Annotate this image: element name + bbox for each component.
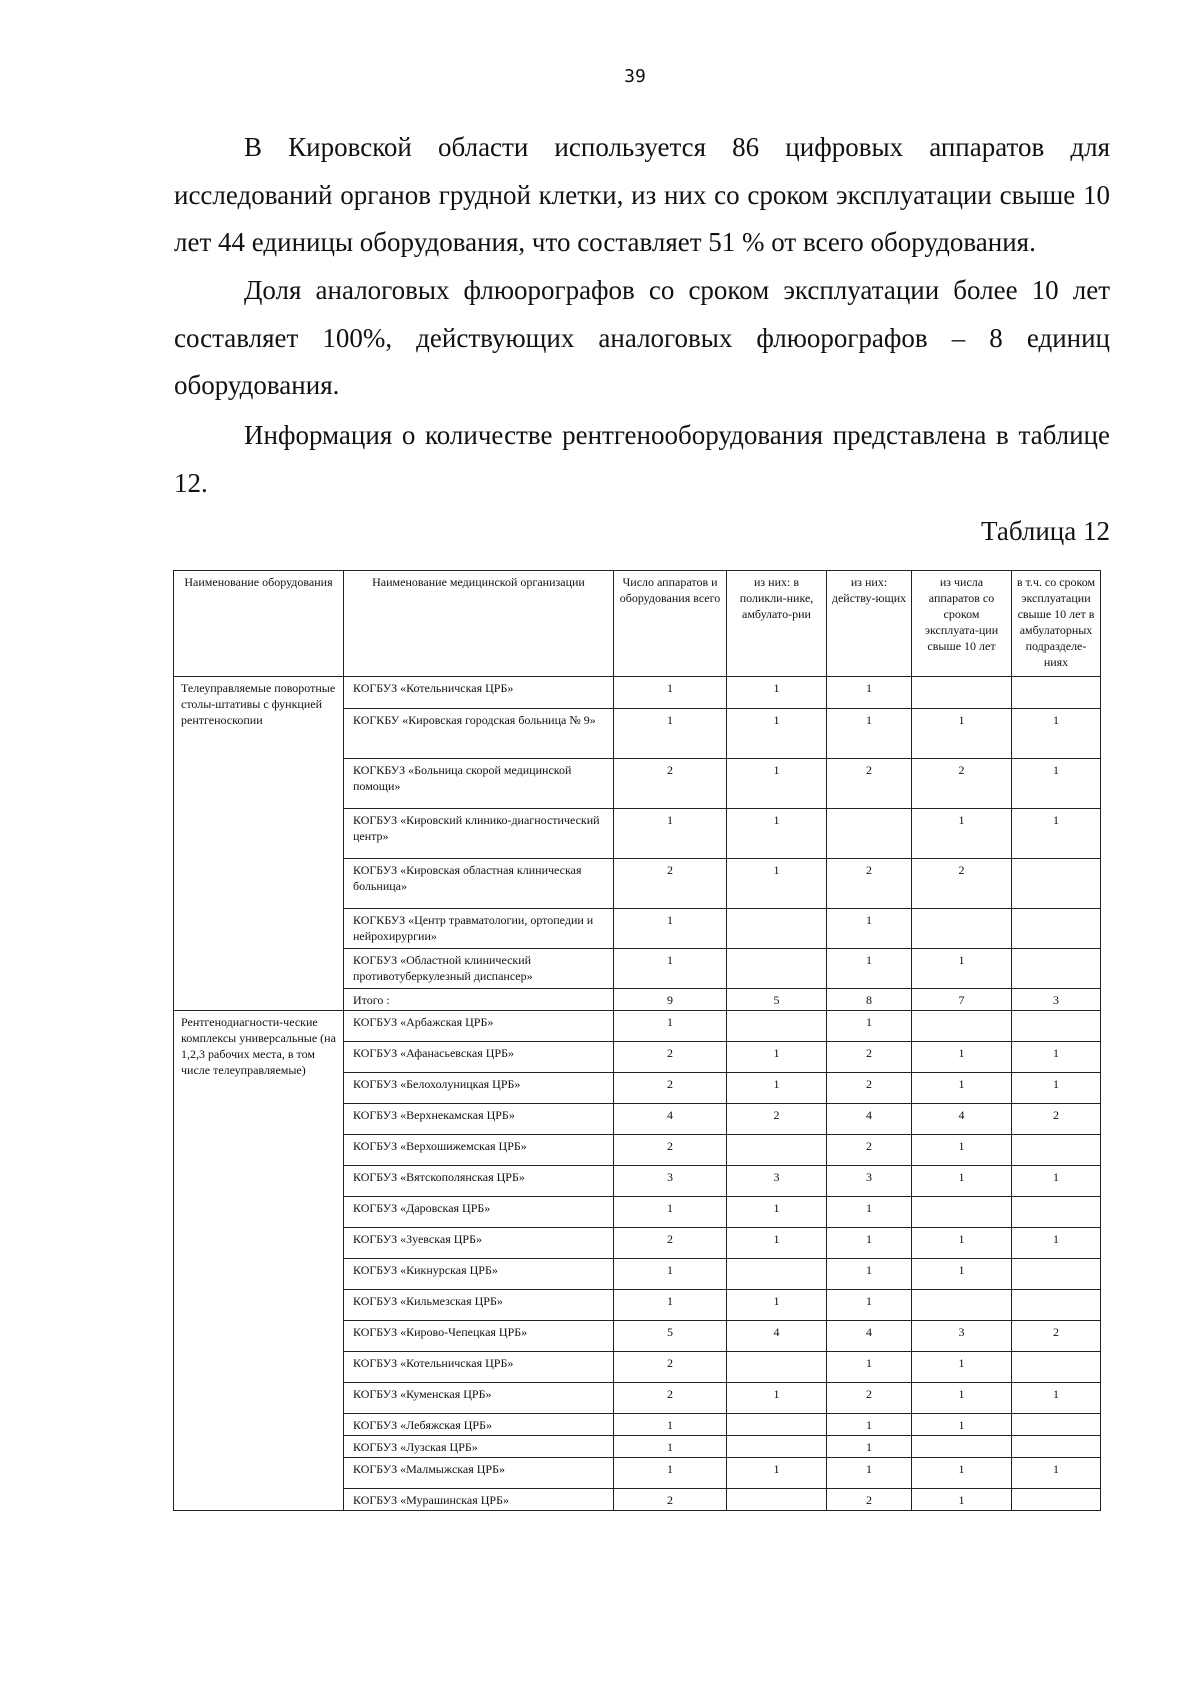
cell-over10: 1	[912, 1228, 1012, 1259]
header-organization: Наименование медицинской организации	[344, 571, 614, 677]
organization-name: КОГБУЗ «Вятскополянская ЦРБ»	[344, 1166, 614, 1197]
cell-over10: 4	[912, 1104, 1012, 1135]
cell-active: 2	[827, 1383, 912, 1414]
cell-over10: 2	[912, 759, 1012, 809]
cell-active: 1	[827, 1436, 912, 1458]
header-over-10-years: из числа аппаратов со сроком эксплуата-ции свыше 10 лет	[912, 571, 1012, 677]
cell-over10: 1	[912, 1414, 1012, 1436]
cell-active: 8	[827, 989, 912, 1011]
organization-name: КОГБУЗ «Кировская областная клиническая больница»	[344, 859, 614, 909]
organization-name: КОГБУЗ «Белохолуницкая ЦРБ»	[344, 1073, 614, 1104]
header-outpatient: из них: в поликли-нике, амбулато-рии	[727, 571, 827, 677]
cell-total: 2	[614, 1352, 727, 1383]
cell-total: 1	[614, 1197, 727, 1228]
cell-outpatient: 1	[727, 759, 827, 809]
cell-outpatient	[727, 1135, 827, 1166]
cell-active: 1	[827, 949, 912, 989]
organization-name: КОГБУЗ «Арбажская ЦРБ»	[344, 1011, 614, 1042]
header-total: Число аппаратов и оборудования всего	[614, 571, 727, 677]
cell-over10-outpatient	[1012, 909, 1101, 949]
cell-outpatient: 1	[727, 809, 827, 859]
cell-over10-outpatient: 1	[1012, 709, 1101, 759]
header-equipment: Наименование оборудования	[174, 571, 344, 677]
cell-active: 1	[827, 1259, 912, 1290]
cell-active: 1	[827, 1458, 912, 1489]
header-active: из них: действу-ющих	[827, 571, 912, 677]
cell-over10-outpatient: 3	[1012, 989, 1101, 1011]
cell-over10	[912, 677, 1012, 709]
cell-active: 2	[827, 1042, 912, 1073]
cell-over10-outpatient	[1012, 859, 1101, 909]
cell-over10: 2	[912, 859, 1012, 909]
cell-over10: 1	[912, 1073, 1012, 1104]
cell-over10-outpatient: 1	[1012, 1166, 1101, 1197]
cell-over10-outpatient: 1	[1012, 759, 1101, 809]
cell-total: 3	[614, 1166, 727, 1197]
table-row	[174, 677, 1101, 709]
cell-total: 2	[614, 859, 727, 909]
cell-total: 1	[614, 949, 727, 989]
header-over-10-years-outpatient: в т.ч. со сроком эксплуатации свыше 10 лет в амбулаторных подразделе-ниях	[1012, 571, 1101, 677]
cell-over10-outpatient	[1012, 1352, 1101, 1383]
cell-over10: 1	[912, 1166, 1012, 1197]
cell-total: 1	[614, 1259, 727, 1290]
organization-name: КОГБУЗ «Котельничская ЦРБ»	[344, 677, 614, 709]
cell-over10: 1	[912, 809, 1012, 859]
organization-name: Итого :	[344, 989, 614, 1011]
organization-name: КОГБУЗ «Куменская ЦРБ»	[344, 1383, 614, 1414]
cell-outpatient	[727, 1414, 827, 1436]
cell-over10-outpatient: 2	[1012, 1321, 1101, 1352]
cell-total: 2	[614, 1073, 727, 1104]
cell-over10-outpatient	[1012, 949, 1101, 989]
cell-active: 1	[827, 1228, 912, 1259]
equipment-table	[173, 570, 1101, 1511]
cell-total: 1	[614, 677, 727, 709]
cell-over10-outpatient	[1012, 1011, 1101, 1042]
equipment-name: Рентгенодиагности-ческие комплексы универсальные (на 1,2,3 рабочих места, в том числе телеуправляемые)	[174, 1011, 344, 1511]
cell-over10-outpatient	[1012, 1259, 1101, 1290]
cell-total: 1	[614, 1414, 727, 1436]
cell-active: 2	[827, 1135, 912, 1166]
cell-total: 5	[614, 1321, 727, 1352]
organization-name: КОГБУЗ «Даровская ЦРБ»	[344, 1197, 614, 1228]
organization-name: КОГБУЗ «Котельничская ЦРБ»	[344, 1352, 614, 1383]
cell-active: 2	[827, 859, 912, 909]
cell-over10-outpatient: 1	[1012, 1073, 1101, 1104]
cell-total: 2	[614, 1383, 727, 1414]
cell-over10-outpatient: 1	[1012, 809, 1101, 859]
cell-over10	[912, 909, 1012, 949]
page-number: 39	[624, 66, 646, 87]
cell-over10: 1	[912, 709, 1012, 759]
cell-over10: 3	[912, 1321, 1012, 1352]
cell-over10: 1	[912, 1383, 1012, 1414]
organization-name: КОГБУЗ «Верхнекамская ЦРБ»	[344, 1104, 614, 1135]
cell-total: 4	[614, 1104, 727, 1135]
cell-over10-outpatient: 1	[1012, 1458, 1101, 1489]
cell-over10-outpatient	[1012, 1290, 1101, 1321]
cell-active: 1	[827, 1011, 912, 1042]
cell-outpatient: 3	[727, 1166, 827, 1197]
cell-over10-outpatient	[1012, 1135, 1101, 1166]
cell-over10	[912, 1290, 1012, 1321]
cell-outpatient: 1	[727, 1458, 827, 1489]
cell-over10-outpatient	[1012, 1197, 1101, 1228]
cell-total: 2	[614, 1489, 727, 1511]
cell-active: 1	[827, 1197, 912, 1228]
cell-total: 1	[614, 709, 727, 759]
cell-outpatient: 1	[727, 1197, 827, 1228]
cell-over10: 1	[912, 1458, 1012, 1489]
cell-outpatient: 5	[727, 989, 827, 1011]
table-row	[174, 1011, 1101, 1042]
organization-name: КОГКБУ «Кировская городская больница № 9»	[344, 709, 614, 759]
cell-active: 4	[827, 1104, 912, 1135]
organization-name: КОГБУЗ «Зуевская ЦРБ»	[344, 1228, 614, 1259]
cell-outpatient: 1	[727, 859, 827, 909]
organization-name: КОГБУЗ «Малмыжская ЦРБ»	[344, 1458, 614, 1489]
cell-outpatient: 1	[727, 1290, 827, 1321]
cell-over10: 7	[912, 989, 1012, 1011]
organization-name: КОГБУЗ «Кировский клинико-диагностический центр»	[344, 809, 614, 859]
cell-active: 2	[827, 759, 912, 809]
cell-active: 4	[827, 1321, 912, 1352]
body-text	[174, 412, 1110, 507]
organization-name: КОГБУЗ «Лузская ЦРБ»	[344, 1436, 614, 1458]
cell-over10	[912, 1436, 1012, 1458]
cell-over10: 1	[912, 1259, 1012, 1290]
paragraph-table-reference: Информация о количестве рентгенооборудования представлена в таблице 12.	[174, 420, 1110, 498]
cell-over10-outpatient: 2	[1012, 1104, 1101, 1135]
cell-outpatient: 1	[727, 677, 827, 709]
cell-outpatient: 4	[727, 1321, 827, 1352]
cell-outpatient: 1	[727, 1042, 827, 1073]
body-text	[174, 124, 1110, 267]
cell-total: 2	[614, 1228, 727, 1259]
cell-outpatient	[727, 1352, 827, 1383]
organization-name: КОГБУЗ «Афанасьевская ЦРБ»	[344, 1042, 614, 1073]
cell-over10: 1	[912, 1042, 1012, 1073]
cell-total: 1	[614, 1011, 727, 1042]
cell-total: 2	[614, 1135, 727, 1166]
cell-over10	[912, 1197, 1012, 1228]
organization-name: КОГКБУЗ «Центр травматологии, ортопедии и нейрохирургии»	[344, 909, 614, 949]
cell-over10: 1	[912, 1352, 1012, 1383]
cell-outpatient: 2	[727, 1104, 827, 1135]
cell-total: 1	[614, 909, 727, 949]
cell-active	[827, 809, 912, 859]
cell-active: 1	[827, 709, 912, 759]
paragraph-digital-equipment: В Кировской области используется 86 цифровых аппаратов для исследований органов грудной клетки, из них со сроком эксплуатации свыше 10 лет 44 единицы оборудования, что составляет 51 % от всего оборудования.	[174, 132, 1110, 257]
cell-over10-outpatient: 1	[1012, 1383, 1101, 1414]
organization-name: КОГБУЗ «Мурашинская ЦРБ»	[344, 1489, 614, 1511]
cell-active: 2	[827, 1073, 912, 1104]
cell-total: 1	[614, 1290, 727, 1321]
cell-outpatient	[727, 949, 827, 989]
cell-total: 1	[614, 809, 727, 859]
cell-active: 1	[827, 1414, 912, 1436]
organization-name: КОГБУЗ «Областной клинический противотуберкулезный диспансер»	[344, 949, 614, 989]
cell-over10-outpatient: 1	[1012, 1228, 1101, 1259]
cell-outpatient	[727, 1259, 827, 1290]
cell-active: 3	[827, 1166, 912, 1197]
cell-active: 1	[827, 1352, 912, 1383]
table-caption: Таблица 12	[981, 516, 1110, 546]
cell-over10-outpatient	[1012, 1414, 1101, 1436]
cell-active: 1	[827, 677, 912, 709]
cell-total: 1	[614, 1436, 727, 1458]
cell-outpatient: 1	[727, 1383, 827, 1414]
cell-total: 2	[614, 759, 727, 809]
organization-name: КОГБУЗ «Лебяжская ЦРБ»	[344, 1414, 614, 1436]
cell-active: 1	[827, 909, 912, 949]
cell-outpatient	[727, 1011, 827, 1042]
cell-outpatient	[727, 1489, 827, 1511]
cell-total: 2	[614, 1042, 727, 1073]
cell-outpatient	[727, 1436, 827, 1458]
cell-outpatient: 1	[727, 1228, 827, 1259]
cell-outpatient: 1	[727, 1073, 827, 1104]
cell-total: 1	[614, 1458, 727, 1489]
cell-over10	[912, 1011, 1012, 1042]
organization-name: КОГБУЗ «Кикнурская ЦРБ»	[344, 1259, 614, 1290]
equipment-name: Телеуправляемые поворотные столы-штативы с функцией рентгеноскопии	[174, 677, 344, 1011]
organization-name: КОГБУЗ «Кильмезская ЦРБ»	[344, 1290, 614, 1321]
table-header-row	[174, 571, 1101, 677]
cell-over10-outpatient: 1	[1012, 1042, 1101, 1073]
cell-over10: 1	[912, 1489, 1012, 1511]
cell-over10: 1	[912, 1135, 1012, 1166]
cell-outpatient: 1	[727, 709, 827, 759]
cell-active: 2	[827, 1489, 912, 1511]
organization-name: КОГБУЗ «Верхошижемская ЦРБ»	[344, 1135, 614, 1166]
cell-over10: 1	[912, 949, 1012, 989]
cell-active: 1	[827, 1290, 912, 1321]
cell-over10-outpatient	[1012, 1489, 1101, 1511]
cell-over10-outpatient	[1012, 1436, 1101, 1458]
cell-total: 9	[614, 989, 727, 1011]
body-text	[174, 267, 1110, 410]
paragraph-analog-fluorographs: Доля аналоговых флюорографов со сроком эксплуатации более 10 лет составляет 100%, действующих аналоговых флюорографов – 8 единиц оборудования.	[174, 275, 1110, 400]
cell-over10-outpatient	[1012, 677, 1101, 709]
organization-name: КОГБУЗ «Кирово-Чепецкая ЦРБ»	[344, 1321, 614, 1352]
cell-outpatient	[727, 909, 827, 949]
organization-name: КОГКБУЗ «Больница скорой медицинской помощи»	[344, 759, 614, 809]
